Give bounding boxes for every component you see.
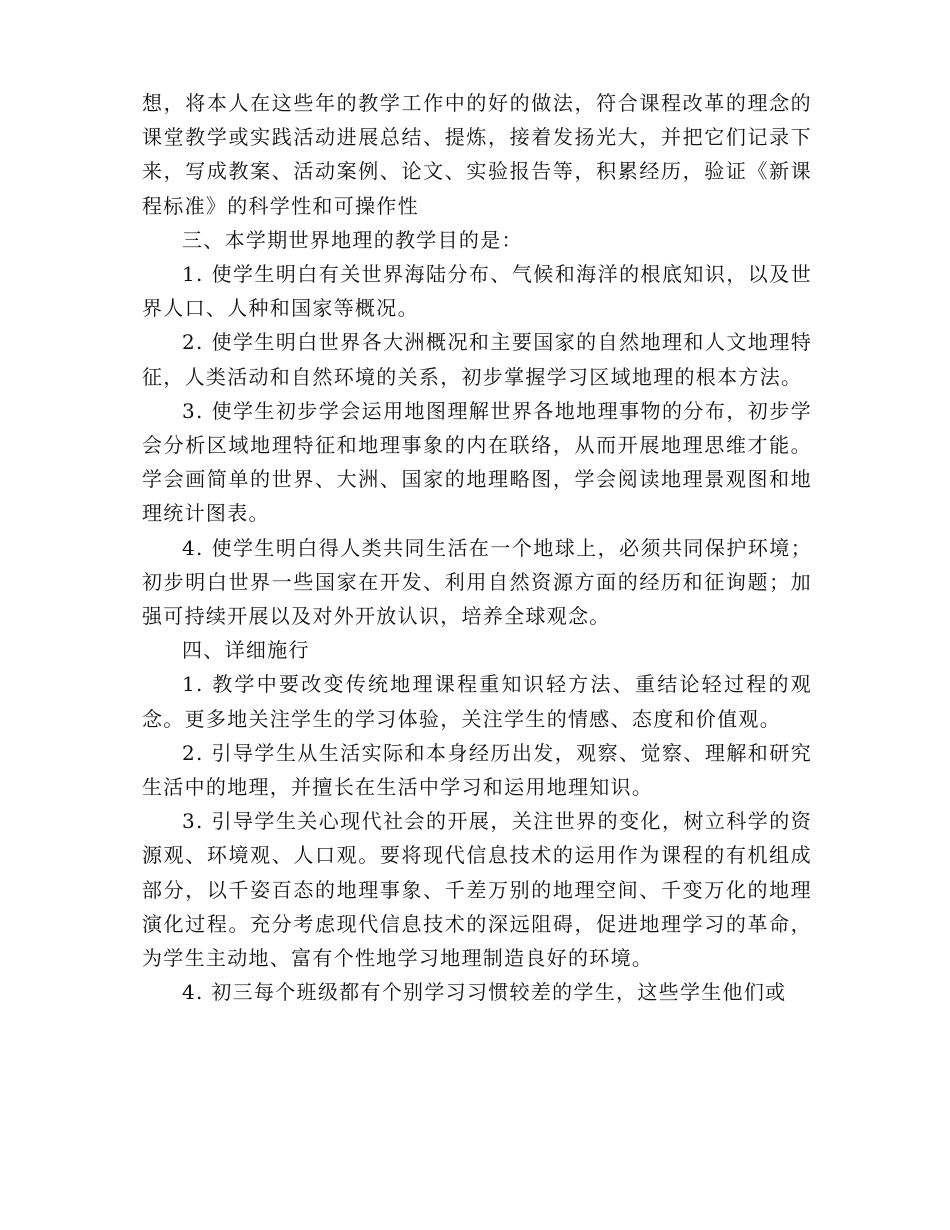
implementation-item-4: 4. 初三每个班级都有个别学习习惯较差的学生，这些学生他们或 — [182, 980, 787, 1005]
goal-item-2: 2. 使学生明白世界各大洲概况和主要国家的自然地理和人文地理特征，人类活动和自然环境的关系，初步掌握学习区域地理的根本方法。 — [142, 330, 812, 389]
goal-item-4: 4. 使学生明白得人类共同生活在一个地球上，必须共同保护环境；初步明白世界一些国家在开发、利用自然资源方面的经历和征询题；加强可持续开展以及对外开放认识，培养全球观念。 — [142, 535, 812, 629]
section-heading-implementation: 四、详细施行 — [182, 638, 310, 663]
goal-item-3: 3. 使学生初步学会运用地图理解世界各地地理事物的分布，初步学会分析区域地理特征和地理事象的内在联络，从而开展地理思维才能。学会画简单的世界、大洲、国家的地理略图，学会阅读地理景观图和地理统计图表。 — [142, 398, 812, 526]
section-heading-teaching-goals: 三、本学期世界地理的教学目的是： — [182, 227, 523, 252]
implementation-item-3: 3. 引导学生关心现代社会的开展，关注世界的变化，树立科学的资源观、环境观、人口观。要将现代信息技术的运用作为课程的有机组成部分，以千姿百态的地理事象、千差万别的地理空间、千变万化的地理演化过程。充分考虑现代信息技术的深远阻碍，促进地理学习的革命，为学生主动地、富有个性地学习地理制造良好的环境。 — [142, 809, 812, 971]
goal-item-1: 1. 使学生明白有关世界海陆分布、气候和海洋的根底知识，以及世界人口、人种和国家等概况。 — [142, 262, 812, 321]
implementation-item-1: 1. 教学中要改变传统地理课程重知识轻方法、重结论轻过程的观念。更多地关注学生的学习体验，关注学生的情感、态度和价值观。 — [142, 672, 812, 731]
implementation-item-2: 2. 引导学生从生活实际和本身经历出发，观察、觉察、理解和研究生活中的地理，并擅长在生活中学习和运用地理知识。 — [142, 740, 812, 800]
paragraph-continuation: 想，将本人在这些年的教学工作中的好的做法，符合课程改革的理念的课堂教学或实践活动进展总结、提炼，接着发扬光大，并把它们记录下来，写成教案、活动案例、论文、实验报告等，积累经历，验证《新课程标准》的科学性和可操作性 — [142, 91, 812, 218]
